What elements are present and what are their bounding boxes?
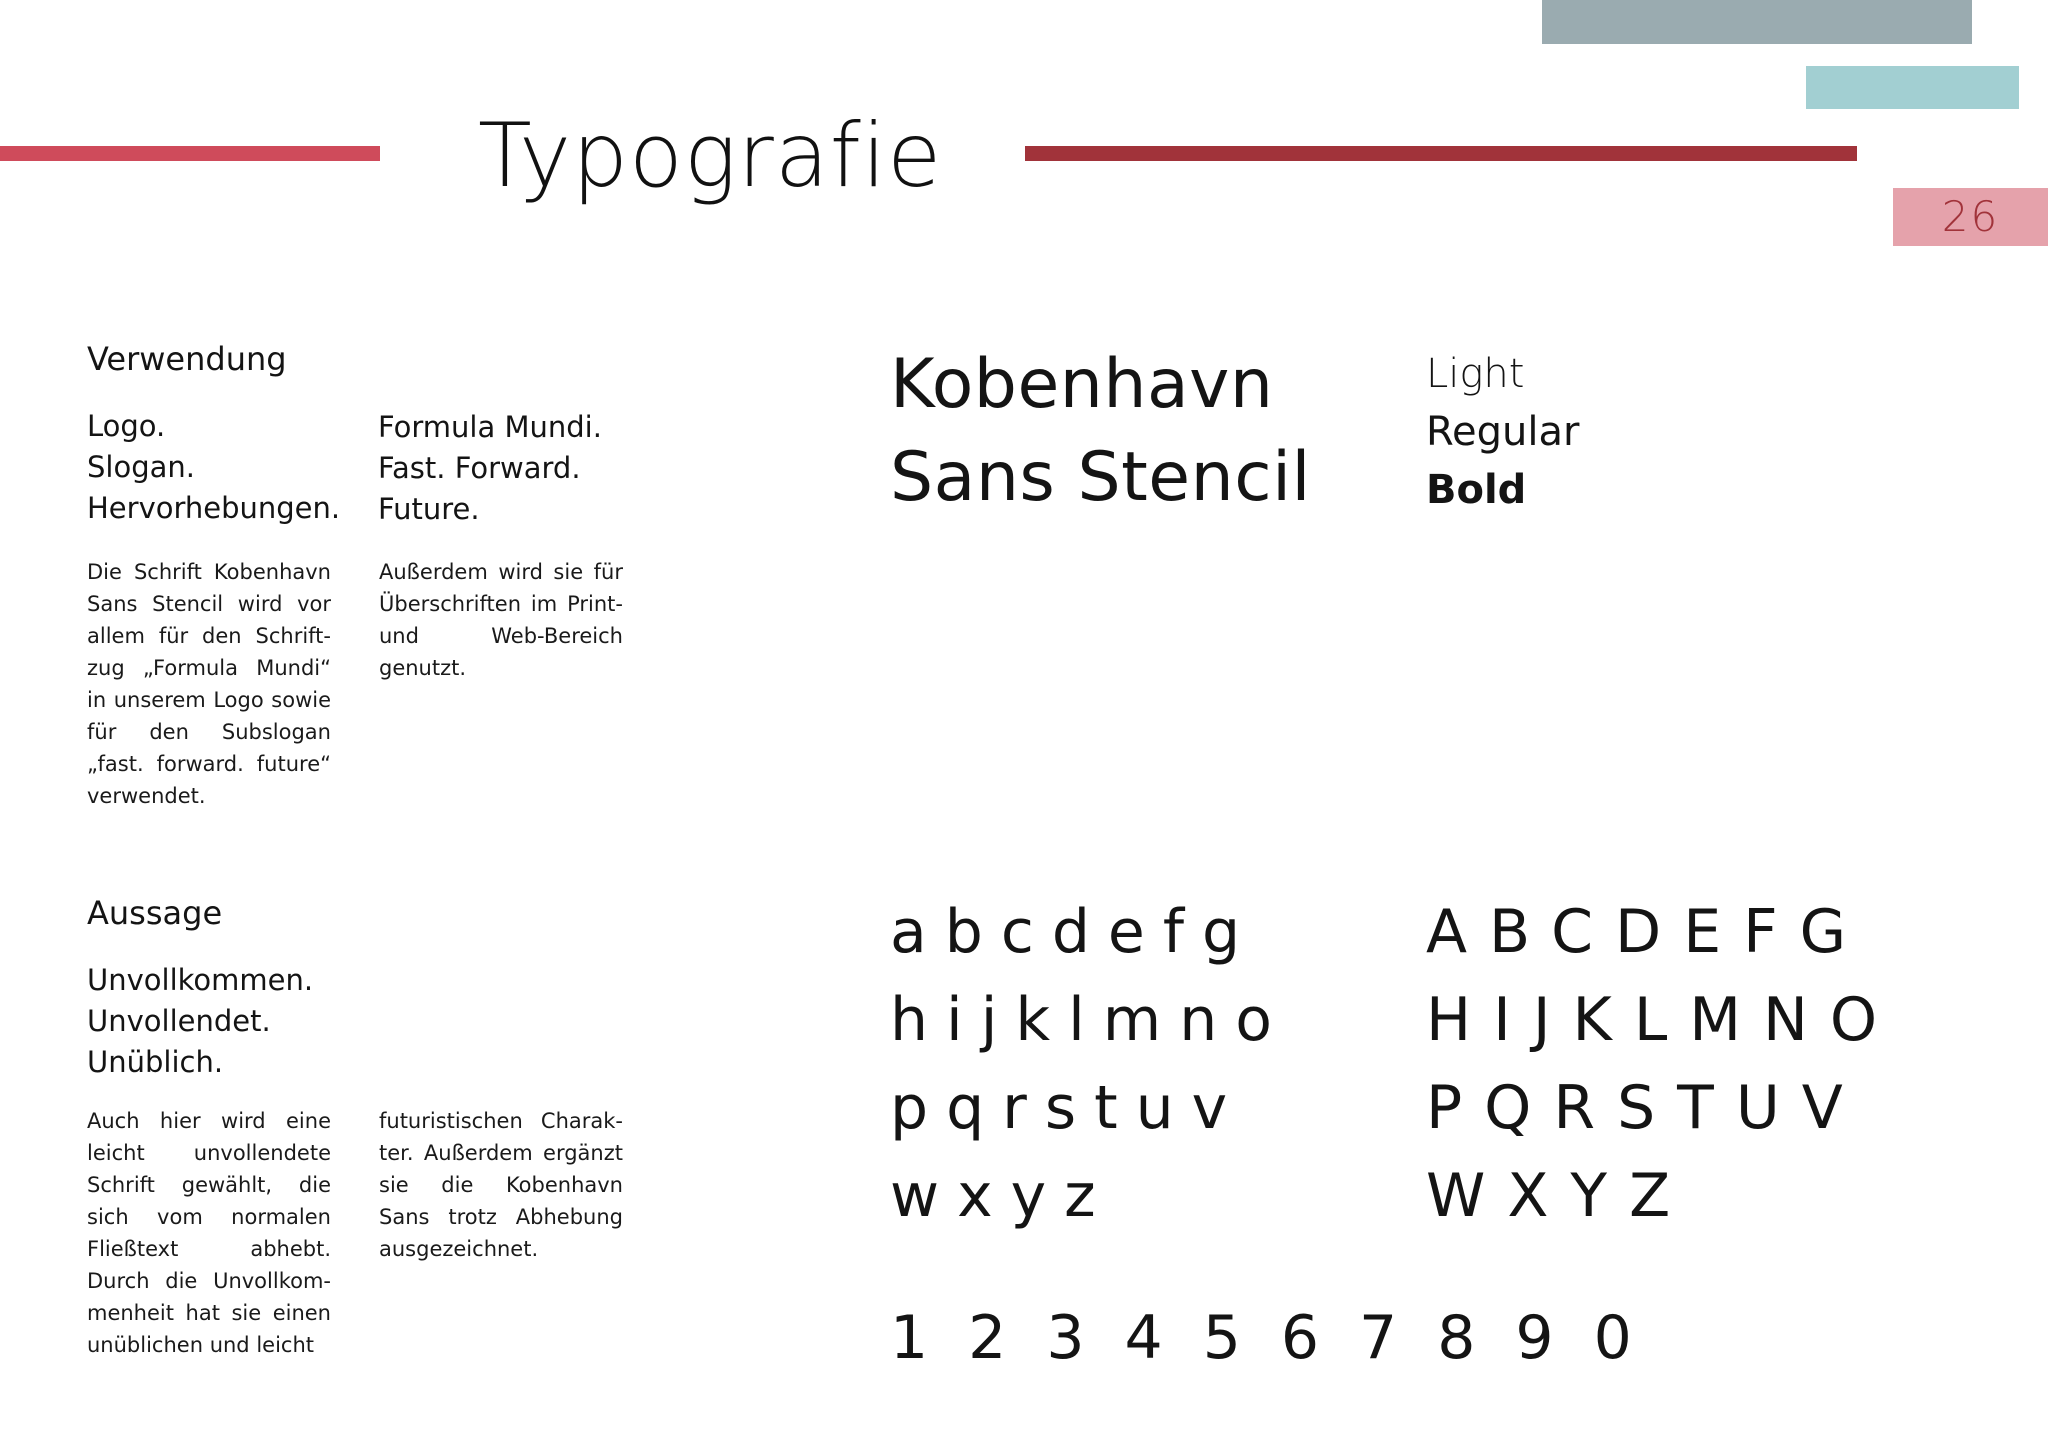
verwendung-right-paragraph: Außerdem wird sie für Überschriften im Print- und Web-Bereich genutzt. xyxy=(379,560,623,680)
font-name-line: Kobenhavn xyxy=(890,345,1274,424)
uppercase-alphabet xyxy=(1426,888,1899,1240)
weight-light: Light xyxy=(1426,351,1525,397)
glyph-row: wxyz xyxy=(890,1161,1114,1231)
decorative-bar-right xyxy=(1025,146,1857,161)
verwendung-line: Fast. Forward. xyxy=(378,451,581,485)
digits-row: 1234567890 xyxy=(890,1303,1672,1373)
decorative-bar-teal xyxy=(1806,66,2019,109)
aussage-lines xyxy=(87,960,313,1083)
aussage-line: Unüblich. xyxy=(87,1045,224,1079)
font-name xyxy=(890,338,1311,524)
glyph-row: abcdefg xyxy=(890,897,1259,967)
verwendung-line: Hervorhebungen. xyxy=(87,491,341,525)
glyph-row: ABCDEFG xyxy=(1426,897,1869,967)
lowercase-alphabet xyxy=(890,888,1290,1240)
glyph-row: HIJKLMNO xyxy=(1426,985,1900,1055)
aussage-line: Unvollkommen. xyxy=(87,963,314,997)
weight-regular: Regular xyxy=(1426,409,1580,455)
glyph-row: hijklmno xyxy=(890,985,1290,1055)
verwendung-left-lines xyxy=(87,406,340,529)
verwendung-line: Logo. xyxy=(87,409,166,443)
glyph-row: WXYZ xyxy=(1426,1161,1693,1231)
glyph-row: pqrstuv xyxy=(890,1073,1246,1143)
decorative-bar-left xyxy=(0,146,380,161)
aussage-left-paragraph: Auch hier wird eine leicht unvollendete Schrift gewählt, die sich vom normalen Fließtext abhebt. Durch die Unvollkommenheit hat sie einen unüblichen und leicht xyxy=(87,1109,331,1357)
aussage-heading: Aussage xyxy=(87,894,223,932)
weight-bold: Bold xyxy=(1426,467,1527,513)
verwendung-right-lines xyxy=(378,407,602,530)
verwendung-line: Future. xyxy=(378,492,480,526)
verwendung-left-paragraph: Die Schrift Kobenhavn Sans Stencil wird vor allem für den Schriftzug „Formula Mundi“ in unserem Logo sowie für den Subslogan „fast. forward. future“ verwendet. xyxy=(87,560,331,808)
page-title: Typografie xyxy=(478,104,943,207)
aussage-line: Unvollendet. xyxy=(87,1004,271,1038)
decorative-bar-grey xyxy=(1542,0,1972,44)
page-number: 26 xyxy=(1893,188,2048,246)
glyph-row: PQRSTUV xyxy=(1426,1073,1865,1143)
font-name-line: Sans Stencil xyxy=(890,438,1311,517)
aussage-right-paragraph: futuristischen Charakter. Außerdem ergänzt sie die Kobenhavn Sans trotz Abhebung ausgezeichnet. xyxy=(379,1109,623,1261)
verwendung-heading: Verwendung xyxy=(87,340,287,378)
verwendung-line: Slogan. xyxy=(87,450,195,484)
font-weights xyxy=(1426,345,1579,519)
verwendung-line: Formula Mundi. xyxy=(378,410,602,444)
